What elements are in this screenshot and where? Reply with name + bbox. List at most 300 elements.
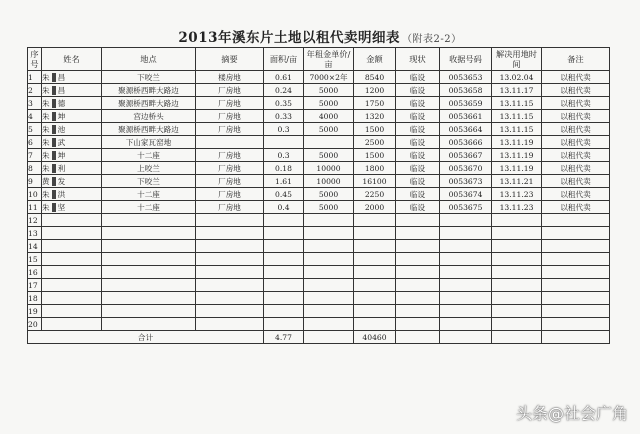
- row-seq: 16: [28, 266, 42, 279]
- row-remark: 以租代卖: [542, 201, 610, 214]
- row-seq: 1: [28, 71, 42, 84]
- empty-cell: [542, 331, 610, 344]
- row-rent: 4000: [304, 110, 354, 123]
- header-area: 面积/亩: [264, 48, 304, 71]
- table-row: [28, 162, 610, 175]
- name-surname: 朱: [42, 150, 50, 160]
- empty-cell: [542, 266, 610, 279]
- empty-cell: [542, 305, 610, 318]
- empty-cell: [304, 279, 354, 292]
- document-title: [0, 26, 640, 46]
- table-row-empty: [28, 227, 610, 240]
- row-remark: 以租代卖: [542, 84, 610, 97]
- row-seq: 13: [28, 227, 42, 240]
- empty-cell: [264, 214, 304, 227]
- total-label: 合计: [28, 331, 264, 344]
- empty-cell: [396, 227, 440, 240]
- row-seq: 20: [28, 318, 42, 331]
- row-status: 临设: [396, 71, 440, 84]
- empty-cell: [42, 253, 102, 266]
- row-summary: [196, 136, 264, 149]
- row-rent: 5000: [304, 149, 354, 162]
- row-status: 临设: [396, 162, 440, 175]
- empty-cell: [196, 214, 264, 227]
- table-row-empty: [28, 279, 610, 292]
- empty-cell: [396, 292, 440, 305]
- table-row: [28, 84, 610, 97]
- row-remark: 以租代卖: [542, 110, 610, 123]
- empty-cell: [354, 305, 396, 318]
- table-row: [28, 71, 610, 84]
- land-lease-table: [27, 47, 610, 344]
- empty-cell: [264, 292, 304, 305]
- header-receipt: 收据号码: [440, 48, 492, 71]
- watermark: 头条@社会广角: [515, 404, 628, 423]
- empty-cell: [42, 318, 102, 331]
- redaction-mark: [52, 190, 56, 199]
- row-name: [42, 84, 102, 97]
- empty-cell: [396, 266, 440, 279]
- name-surname: 朱: [42, 85, 50, 95]
- row-receipt: 0053673: [440, 175, 492, 188]
- table-row-empty: [28, 305, 610, 318]
- row-remark: 以租代卖: [542, 97, 610, 110]
- empty-cell: [264, 253, 304, 266]
- row-name: [42, 123, 102, 136]
- row-time: 13.11.19: [492, 162, 542, 175]
- row-time: 13.11.19: [492, 136, 542, 149]
- empty-cell: [304, 240, 354, 253]
- empty-cell: [440, 279, 492, 292]
- row-rent: 5000: [304, 123, 354, 136]
- empty-cell: [196, 227, 264, 240]
- table-row-empty: [28, 292, 610, 305]
- table-row-empty: [28, 318, 610, 331]
- row-receipt: 0053664: [440, 123, 492, 136]
- row-time: 13.11.21: [492, 175, 542, 188]
- row-rent: 10000: [304, 162, 354, 175]
- row-status: 临设: [396, 175, 440, 188]
- row-seq: 4: [28, 110, 42, 123]
- empty-cell: [304, 266, 354, 279]
- empty-cell: [542, 253, 610, 266]
- redaction-mark: [52, 203, 56, 212]
- empty-cell: [396, 305, 440, 318]
- empty-cell: [492, 292, 542, 305]
- row-time: 13.11.15: [492, 123, 542, 136]
- empty-cell: [354, 240, 396, 253]
- empty-cell: [440, 305, 492, 318]
- name-surname: 朱: [42, 202, 50, 212]
- redaction-mark: [52, 151, 56, 160]
- name-given: 坚: [57, 202, 66, 212]
- row-area: 1.61: [264, 175, 304, 188]
- name-given: 昌: [57, 72, 66, 82]
- row-amount: 1800: [354, 162, 396, 175]
- empty-cell: [196, 305, 264, 318]
- row-time: 13.11.15: [492, 97, 542, 110]
- row-location: 下咬兰: [102, 175, 196, 188]
- empty-cell: [542, 227, 610, 240]
- row-status: 临设: [396, 123, 440, 136]
- row-location: 宫边桥头: [102, 110, 196, 123]
- row-location: 聚源桥西畔大路边: [102, 97, 196, 110]
- empty-cell: [264, 240, 304, 253]
- header-location: 地点: [102, 48, 196, 71]
- empty-cell: [42, 292, 102, 305]
- row-time: 13.11.17: [492, 84, 542, 97]
- table-row: [28, 201, 610, 214]
- empty-cell: [542, 240, 610, 253]
- empty-cell: [304, 253, 354, 266]
- empty-cell: [196, 253, 264, 266]
- row-amount: 2250: [354, 188, 396, 201]
- row-name: [42, 149, 102, 162]
- row-seq: 2: [28, 84, 42, 97]
- empty-cell: [304, 305, 354, 318]
- empty-cell: [542, 214, 610, 227]
- row-summary: 厂房地: [196, 123, 264, 136]
- row-status: 临设: [396, 97, 440, 110]
- header-summary: 摘要: [196, 48, 264, 71]
- empty-cell: [354, 292, 396, 305]
- row-area: 0.35: [264, 97, 304, 110]
- row-amount: 1200: [354, 84, 396, 97]
- row-amount: 8540: [354, 71, 396, 84]
- title-sub: （附表2-2）: [401, 34, 462, 45]
- empty-cell: [102, 292, 196, 305]
- row-remark: 以租代卖: [542, 136, 610, 149]
- row-status: 临设: [396, 201, 440, 214]
- row-location: 聚源桥西畔大路边: [102, 123, 196, 136]
- row-location: 下山家瓦窑地: [102, 136, 196, 149]
- row-name: [42, 71, 102, 84]
- empty-cell: [42, 240, 102, 253]
- row-seq: 7: [28, 149, 42, 162]
- table-row: [28, 149, 610, 162]
- empty-cell: [396, 279, 440, 292]
- name-given: 昌: [57, 85, 66, 95]
- empty-cell: [492, 253, 542, 266]
- redaction-mark: [52, 164, 56, 173]
- empty-cell: [542, 318, 610, 331]
- row-summary: 厂房地: [196, 149, 264, 162]
- row-area: 0.45: [264, 188, 304, 201]
- empty-cell: [102, 214, 196, 227]
- row-seq: 11: [28, 201, 42, 214]
- name-given: 德: [57, 98, 66, 108]
- empty-cell: [440, 266, 492, 279]
- row-seq: 8: [28, 162, 42, 175]
- row-name: [42, 175, 102, 188]
- row-amount: 16100: [354, 175, 396, 188]
- name-surname: 黄: [42, 176, 50, 186]
- row-summary: 楼房地: [196, 71, 264, 84]
- row-status: 临设: [396, 136, 440, 149]
- table-row: [28, 97, 610, 110]
- empty-cell: [440, 253, 492, 266]
- table-row-empty: [28, 266, 610, 279]
- row-seq: 12: [28, 214, 42, 227]
- row-name: [42, 136, 102, 149]
- row-remark: 以租代卖: [542, 175, 610, 188]
- row-seq: 17: [28, 279, 42, 292]
- row-summary: 厂房地: [196, 97, 264, 110]
- redaction-mark: [52, 138, 56, 147]
- empty-cell: [102, 318, 196, 331]
- table-row: [28, 110, 610, 123]
- redaction-mark: [52, 86, 56, 95]
- empty-cell: [42, 305, 102, 318]
- row-receipt: 0053667: [440, 149, 492, 162]
- table-row: [28, 123, 610, 136]
- empty-cell: [354, 266, 396, 279]
- row-name: [42, 110, 102, 123]
- total-amount: 40460: [354, 331, 396, 344]
- row-area: 0.3: [264, 123, 304, 136]
- header-rent: 年租金单价/亩: [304, 48, 354, 71]
- empty-cell: [396, 240, 440, 253]
- row-status: 临设: [396, 84, 440, 97]
- empty-cell: [396, 253, 440, 266]
- empty-cell: [440, 318, 492, 331]
- name-surname: 朱: [42, 111, 50, 121]
- row-rent: 7000×2年: [304, 71, 354, 84]
- row-amount: 1750: [354, 97, 396, 110]
- row-rent: 5000: [304, 201, 354, 214]
- empty-cell: [492, 214, 542, 227]
- row-seq: 15: [28, 253, 42, 266]
- row-area: 0.3: [264, 149, 304, 162]
- empty-cell: [42, 227, 102, 240]
- empty-cell: [304, 292, 354, 305]
- row-remark: 以租代卖: [542, 149, 610, 162]
- name-given: 利: [57, 163, 66, 173]
- empty-cell: [196, 292, 264, 305]
- row-status: 临设: [396, 110, 440, 123]
- row-seq: 18: [28, 292, 42, 305]
- row-seq: 9: [28, 175, 42, 188]
- empty-cell: [440, 331, 492, 344]
- name-given: 武: [57, 137, 66, 147]
- table-row: [28, 136, 610, 149]
- name-given: 洪: [57, 189, 66, 199]
- empty-cell: [102, 279, 196, 292]
- row-rent: 10000: [304, 175, 354, 188]
- row-seq: 10: [28, 188, 42, 201]
- row-seq: 19: [28, 305, 42, 318]
- empty-cell: [264, 266, 304, 279]
- row-receipt: 0053661: [440, 110, 492, 123]
- empty-cell: [492, 240, 542, 253]
- row-location: 下咬兰: [102, 71, 196, 84]
- total-area: 4.77: [264, 331, 304, 344]
- row-area: 0.4: [264, 201, 304, 214]
- row-location: 十二座: [102, 201, 196, 214]
- row-area: [264, 136, 304, 149]
- row-area: 0.33: [264, 110, 304, 123]
- empty-cell: [396, 318, 440, 331]
- row-remark: 以租代卖: [542, 71, 610, 84]
- row-time: 13.11.15: [492, 110, 542, 123]
- name-surname: 朱: [42, 98, 50, 108]
- row-location: 十二座: [102, 188, 196, 201]
- empty-cell: [304, 227, 354, 240]
- row-area: 0.24: [264, 84, 304, 97]
- table-row-empty: [28, 214, 610, 227]
- table-body: [28, 71, 610, 344]
- empty-cell: [264, 318, 304, 331]
- header-name: 姓名: [42, 48, 102, 71]
- header-remark: 备注: [542, 48, 610, 71]
- row-amount: 1500: [354, 149, 396, 162]
- name-surname: 朱: [42, 163, 50, 173]
- row-summary: 厂房地: [196, 188, 264, 201]
- empty-cell: [102, 253, 196, 266]
- empty-cell: [542, 279, 610, 292]
- row-time: 13.02.04: [492, 71, 542, 84]
- empty-cell: [264, 279, 304, 292]
- empty-cell: [264, 227, 304, 240]
- row-status: 临设: [396, 188, 440, 201]
- row-location: 十二座: [102, 149, 196, 162]
- row-summary: 厂房地: [196, 175, 264, 188]
- row-name: [42, 201, 102, 214]
- empty-cell: [196, 318, 264, 331]
- name-surname: 朱: [42, 189, 50, 199]
- empty-cell: [304, 331, 354, 344]
- empty-cell: [542, 292, 610, 305]
- row-amount: 2500: [354, 136, 396, 149]
- empty-cell: [492, 266, 542, 279]
- row-remark: 以租代卖: [542, 123, 610, 136]
- name-given: 坤: [57, 111, 66, 121]
- row-amount: 2000: [354, 201, 396, 214]
- row-summary: 厂房地: [196, 201, 264, 214]
- row-area: 0.61: [264, 71, 304, 84]
- title-main: 2013年溪东片土地以租代卖明细表: [178, 30, 400, 46]
- name-surname: 朱: [42, 137, 50, 147]
- name-given: 池: [57, 124, 66, 134]
- empty-cell: [354, 253, 396, 266]
- row-time: 13.11.23: [492, 201, 542, 214]
- empty-cell: [440, 227, 492, 240]
- header-seq: 序号: [28, 48, 42, 71]
- empty-cell: [304, 214, 354, 227]
- empty-cell: [396, 214, 440, 227]
- row-location: 聚源桥西畔大路边: [102, 84, 196, 97]
- table-row: [28, 175, 610, 188]
- empty-cell: [196, 279, 264, 292]
- empty-cell: [102, 266, 196, 279]
- empty-cell: [440, 240, 492, 253]
- empty-cell: [440, 214, 492, 227]
- row-time: 13.11.19: [492, 149, 542, 162]
- row-rent: 5000: [304, 188, 354, 201]
- redaction-mark: [52, 125, 56, 134]
- name-surname: 朱: [42, 72, 50, 82]
- row-receipt: 0053653: [440, 71, 492, 84]
- row-seq: 3: [28, 97, 42, 110]
- empty-cell: [354, 318, 396, 331]
- empty-cell: [102, 240, 196, 253]
- empty-cell: [492, 227, 542, 240]
- row-name: [42, 162, 102, 175]
- empty-cell: [42, 214, 102, 227]
- row-receipt: 0053658: [440, 84, 492, 97]
- row-name: [42, 97, 102, 110]
- row-rent: [304, 136, 354, 149]
- row-amount: 1500: [354, 123, 396, 136]
- row-rent: 5000: [304, 97, 354, 110]
- row-seq: 14: [28, 240, 42, 253]
- row-location: 上咬兰: [102, 162, 196, 175]
- header-status: 现状: [396, 48, 440, 71]
- empty-cell: [264, 305, 304, 318]
- name-given: 坤: [57, 150, 66, 160]
- row-area: 0.18: [264, 162, 304, 175]
- row-receipt: 0053666: [440, 136, 492, 149]
- redaction-mark: [52, 99, 56, 108]
- table-row: [28, 188, 610, 201]
- row-summary: 厂房地: [196, 84, 264, 97]
- empty-cell: [492, 279, 542, 292]
- redaction-mark: [52, 73, 56, 82]
- row-receipt: 0053659: [440, 97, 492, 110]
- row-seq: 6: [28, 136, 42, 149]
- row-time: 13.11.23: [492, 188, 542, 201]
- header-amount: 金额: [354, 48, 396, 71]
- empty-cell: [354, 227, 396, 240]
- redaction-mark: [52, 112, 56, 121]
- empty-cell: [440, 292, 492, 305]
- row-summary: 厂房地: [196, 162, 264, 175]
- header-row: [28, 48, 610, 71]
- row-receipt: 0053670: [440, 162, 492, 175]
- empty-cell: [102, 305, 196, 318]
- empty-cell: [196, 266, 264, 279]
- row-summary: 厂房地: [196, 110, 264, 123]
- empty-cell: [492, 331, 542, 344]
- row-receipt: 0053674: [440, 188, 492, 201]
- empty-cell: [354, 214, 396, 227]
- empty-cell: [304, 318, 354, 331]
- row-seq: 5: [28, 123, 42, 136]
- empty-cell: [396, 331, 440, 344]
- table-row-empty: [28, 253, 610, 266]
- row-receipt: 0053675: [440, 201, 492, 214]
- empty-cell: [42, 279, 102, 292]
- table-row-empty: [28, 240, 610, 253]
- empty-cell: [354, 279, 396, 292]
- row-name: [42, 188, 102, 201]
- empty-cell: [492, 318, 542, 331]
- empty-cell: [196, 240, 264, 253]
- row-status: 临设: [396, 149, 440, 162]
- empty-cell: [42, 266, 102, 279]
- total-row: [28, 331, 610, 344]
- empty-cell: [102, 227, 196, 240]
- row-remark: 以租代卖: [542, 188, 610, 201]
- header-resolve-time: 解决用地时间: [492, 48, 542, 71]
- empty-cell: [492, 305, 542, 318]
- name-surname: 朱: [42, 124, 50, 134]
- row-rent: 5000: [304, 84, 354, 97]
- row-amount: 1320: [354, 110, 396, 123]
- redaction-mark: [52, 177, 56, 186]
- row-remark: 以租代卖: [542, 162, 610, 175]
- name-given: 发: [57, 176, 66, 186]
